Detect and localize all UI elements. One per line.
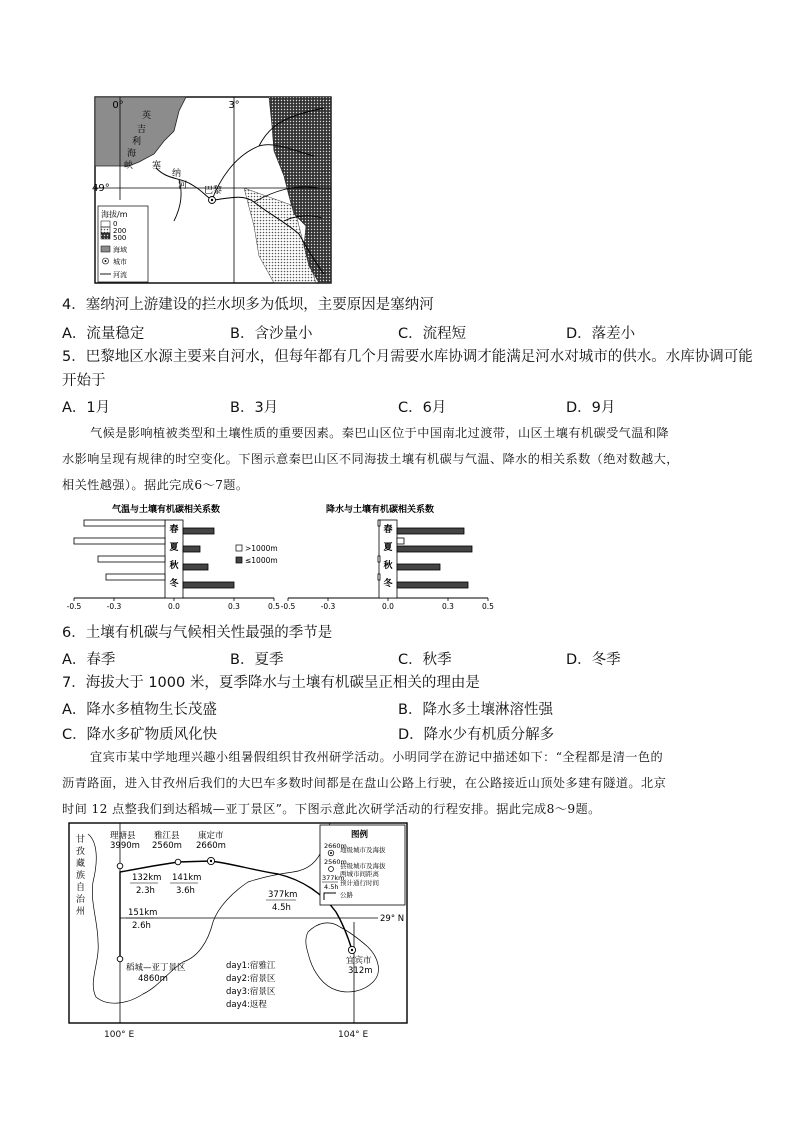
passage-line: 时间 12 点整我们到达稻城—亚丁景区”。下图示意此次研学活动的行程安排。据此完成8～9题。 (62, 802, 601, 816)
river-char: 河 (178, 181, 188, 191)
q5-option-d[interactable]: D．9月 (566, 400, 616, 416)
x-tick-label: -0.5 (280, 602, 296, 611)
q7-option-b[interactable]: B．降水多土壤淋溶性强 (398, 702, 553, 718)
bar-above-1000m (84, 520, 165, 526)
legend-level: 0 (113, 220, 118, 228)
daocheng-dot (117, 956, 123, 962)
question-7-stem: 7．海拔大于 1000 米，夏季降水与土壤有机碳呈正相关的理由是 (62, 675, 480, 691)
x-tick-label: 0.0 (168, 602, 180, 611)
x-tick-label: 0.5 (268, 602, 280, 611)
yajiang-dot (175, 859, 181, 865)
bar-above-1000m (98, 556, 165, 562)
legend-level: 200 (113, 227, 127, 235)
passage-6-7 (62, 420, 742, 498)
bar-above-1000m (397, 538, 404, 544)
bar-below-1000m (183, 564, 208, 570)
ganzi-trip-map (68, 822, 410, 1027)
itinerary-day: day4:返程 (226, 1000, 267, 1010)
city-label-paris: 巴黎 (204, 186, 223, 196)
segment-time: 2.3h (136, 886, 155, 896)
legend-title: 图例 (351, 830, 369, 840)
channel-char: 利 (132, 137, 142, 147)
segment-time: 3.6h (176, 886, 195, 896)
channel-char: 峡 (124, 161, 134, 171)
q7-option-c[interactable]: C．降水多矿物质风化快 (62, 727, 218, 743)
segment-km: 141km (172, 873, 202, 883)
question-5-stem-line1: 5．巴黎地区水源主要来自河水，但每年都有几个月需要水库协调才能满足河水对城市的供水。水库协调可能 (62, 349, 753, 365)
chart-title: 气温与土壤有机碳相关系数 (111, 505, 221, 515)
q4-option-c[interactable]: C．流程短 (398, 326, 467, 342)
city-name-kangding: 康定市 (198, 831, 224, 841)
segment-km: 132km (132, 873, 162, 883)
lon-label-104: 104° E (338, 1030, 369, 1040)
region-char: 自 (76, 883, 86, 893)
map2-legend (320, 825, 405, 905)
city-name-yibin: 宜宾市 (346, 956, 372, 966)
lat-label-49: 49° (92, 183, 110, 194)
region-char: 州 (76, 907, 86, 917)
bar-below-1000m (397, 582, 468, 588)
channel-char: 吉 (137, 125, 147, 135)
itinerary-day: day2:宿景区 (226, 974, 276, 984)
city-name-daocheng: 稻城—亚丁景区 (126, 963, 186, 973)
legend-text: 公路 (340, 891, 353, 899)
legend-text: 县级城市及海拔 (340, 862, 386, 870)
region-char: 治 (76, 895, 86, 905)
itinerary-day: day3:宿景区 (226, 987, 276, 997)
legend-text: 预计通行时间 (340, 879, 379, 887)
legend-text: 两城市间距离 (340, 870, 379, 878)
legend-sea: 海域 (113, 246, 127, 254)
legend-river: 河流 (113, 271, 127, 279)
category-label: 春 (383, 525, 393, 535)
category-label: 春 (169, 525, 179, 535)
lon-label-3: 3° (228, 100, 240, 111)
q5-option-a[interactable]: A．1月 (62, 400, 111, 416)
city-alt-yibin: 312m (348, 966, 373, 976)
channel-char: 英 (142, 111, 152, 121)
bar-above-1000m (378, 520, 380, 526)
passage-line: 相关性越强）。据此完成6～7题。 (62, 478, 249, 492)
region-char: 族 (76, 871, 86, 881)
channel-char: 海 (127, 149, 137, 159)
legend-text: 地级城市及海拔 (340, 846, 386, 854)
legend-level: 500 (113, 234, 127, 242)
region-char: 甘 (76, 835, 86, 845)
x-tick-label: -0.3 (106, 602, 122, 611)
x-tick-label: -0.5 (66, 602, 82, 611)
passage-line: 沥青路面，进入甘孜州后我们的大巴车多数时间都是在盘山公路上行驶，在公路接近山顶处多建有隧道。北京 (62, 776, 667, 790)
bar-below-1000m (397, 564, 440, 570)
seine-river-map (94, 96, 334, 286)
question-5-stem-line2: 开始于 (62, 373, 106, 389)
category-label: 夏 (169, 543, 179, 553)
category-label: 冬 (169, 579, 179, 589)
q4-option-d[interactable]: D．落差小 (566, 326, 636, 342)
q6-option-d[interactable]: D．冬季 (566, 652, 621, 668)
region-char: 孜 (76, 847, 86, 857)
lat-label-29: 29° N (380, 914, 405, 924)
city-alt-litang: 3990m (110, 841, 140, 851)
legend-city: 城市 (113, 258, 127, 266)
legend-alt: 2560m (324, 858, 347, 866)
x-tick-label: 0.0 (382, 602, 394, 611)
segment-time: 4.5h (272, 903, 291, 913)
question-6-stem: 6．土壤有机碳与气候相关性最强的季节是 (62, 625, 333, 641)
bar-above-1000m (106, 574, 165, 580)
city-name-yajiang: 雅江县 (154, 831, 180, 841)
legend-time: 4.5h (324, 883, 339, 891)
legend-label: ≤1000m (245, 556, 278, 565)
legend-km: 377km (322, 874, 345, 882)
bar-below-1000m (183, 582, 234, 588)
q4-option-b[interactable]: B．含沙量小 (230, 326, 313, 342)
bar-above-1000m (378, 556, 380, 562)
city-alt-yajiang: 2560m (152, 841, 182, 851)
x-tick-label: 0.5 (482, 602, 494, 611)
city-name-litang: 理塘县 (110, 831, 136, 841)
legend-title: 海拔/m (101, 210, 128, 219)
q5-option-c[interactable]: C．6月 (398, 400, 447, 416)
city-alt-kangding: 2660m (196, 841, 226, 851)
q7-option-d[interactable]: D．降水少有机质分解多 (398, 727, 555, 743)
category-label: 冬 (383, 579, 393, 589)
legend-swatch (236, 545, 242, 551)
passage-line: 水影响呈现有规律的时空变化。下图示意秦巴山区不同海拔土壤有机碳与气温、降水的相关系数（绝对数越大， (62, 452, 679, 466)
question-4-stem: 4．塞纳河上游建设的拦水坝多为低坝，主要原因是塞纳河 (62, 297, 434, 313)
passage-line: 气候是影响植被类型和土壤性质的重要因素。秦巴山区位于中国南北过渡带，山区土壤有机碳受气温和降 (90, 426, 670, 440)
correlation-charts (60, 498, 510, 610)
bar-below-1000m (397, 528, 464, 534)
q6-option-a[interactable]: A．春季 (62, 652, 116, 668)
q7-option-a[interactable]: A．降水多植物生长茂盛 (62, 702, 217, 718)
city-alt-daocheng: 4860m (138, 974, 168, 984)
q4-option-a[interactable]: A．流量稳定 (62, 326, 145, 342)
x-tick-label: 0.3 (442, 602, 454, 611)
river-char: 塞 (152, 161, 162, 171)
bar-above-1000m (378, 574, 380, 580)
segment-km: 377km (268, 890, 298, 900)
q5-option-b[interactable]: B．3月 (230, 400, 279, 416)
chart-title: 降水与土壤有机碳相关系数 (325, 505, 435, 515)
segment-time: 2.6h (132, 921, 151, 931)
river-char: 纳 (172, 169, 182, 179)
bar-below-1000m (183, 528, 214, 534)
legend-alt: 2660m (324, 842, 347, 850)
lon-label-100: 100° E (104, 1030, 135, 1040)
passage-8-9 (62, 744, 742, 822)
x-tick-label: -0.3 (320, 602, 336, 611)
litang-dot (117, 863, 123, 869)
category-label: 秋 (169, 561, 179, 571)
itinerary-day: day1:宿雅江 (226, 961, 276, 971)
q6-option-b[interactable]: B．夏季 (230, 652, 284, 668)
legend-label: >1000m (245, 544, 278, 553)
map1-legend (98, 206, 148, 282)
category-label: 秋 (383, 561, 393, 571)
q6-option-c[interactable]: C．秋季 (398, 652, 452, 668)
segment-km: 151km (128, 908, 158, 918)
bar-above-1000m (74, 538, 165, 544)
legend-swatch (236, 557, 242, 563)
lon-label-0: 0° (112, 100, 124, 111)
bar-below-1000m (183, 546, 200, 552)
category-label: 夏 (383, 543, 393, 553)
x-tick-label: 0.3 (228, 602, 240, 611)
bar-below-1000m (397, 546, 472, 552)
region-char: 藏 (76, 859, 86, 869)
passage-line: 宜宾市某中学地理兴趣小组暑假组织甘孜州研学活动。小明同学在游记中描述如下：“全程都是清一色的 (90, 750, 664, 764)
